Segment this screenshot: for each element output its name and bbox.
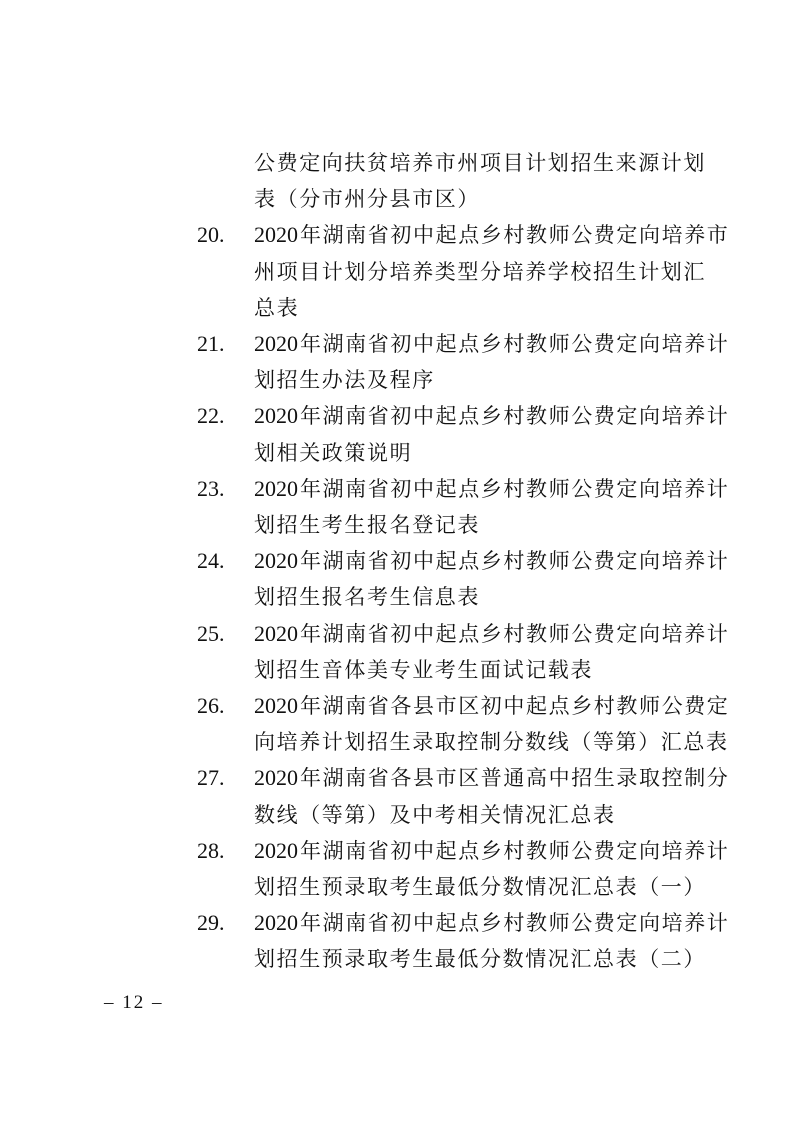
list-item-line xyxy=(254,616,730,652)
list-item-line xyxy=(254,471,730,507)
list-item-line: 表（分市州分县市区） xyxy=(254,187,480,212)
list-item-text: 年湖南省各县市区初中起点乡村教师公费定 xyxy=(300,694,730,719)
list-item-text: 年湖南省初中起点乡村教师公费定向培养市 xyxy=(300,223,730,248)
list-item-line: 总表 xyxy=(254,295,300,320)
list-item-line: 公费定向扶贫培养市州项目计划招生来源计划 xyxy=(254,151,706,175)
page-number: – 12 – xyxy=(104,992,164,1013)
list-item-text: 年湖南省初中起点乡村教师公费定向培养计 xyxy=(300,838,730,863)
list-item-number: 22. xyxy=(197,403,225,429)
list-item-line: 向培养计划招生录取控制分数线（等第）汇总表 xyxy=(254,730,729,755)
list-item-text: 年湖南省初中起点乡村教师公费定向培养计 xyxy=(300,549,730,574)
list-item-number: 23. xyxy=(197,475,225,501)
list-item-year: 2020 xyxy=(254,548,298,574)
list-item-line xyxy=(254,217,730,253)
list-item-line: 划招生办法及程序 xyxy=(254,368,435,393)
list-item-text: 年湖南省各县市区普通高中招生录取控制分 xyxy=(300,766,730,791)
list-item-line: 划招生音体美专业考生面试记载表 xyxy=(254,657,593,682)
list-item-text: 年湖南省初中起点乡村教师公费定向培养计 xyxy=(300,911,730,936)
document-list xyxy=(197,145,730,978)
list-item-number: 21. xyxy=(197,331,225,357)
list-item-21 xyxy=(197,326,730,398)
list-item-line: 划招生考生报名登记表 xyxy=(254,513,480,538)
list-item-22 xyxy=(197,398,730,470)
list-item-year: 2020 xyxy=(254,765,298,791)
list-item-year: 2020 xyxy=(254,693,298,719)
list-item-line xyxy=(254,326,730,362)
list-item-line xyxy=(254,688,730,724)
list-item-28 xyxy=(197,833,730,905)
list-item-29 xyxy=(197,905,730,977)
list-item-27 xyxy=(197,760,730,832)
list-item-text: 年湖南省初中起点乡村教师公费定向培养计 xyxy=(300,476,730,501)
list-item-year: 2020 xyxy=(254,475,298,501)
list-item-text: 年湖南省初中起点乡村教师公费定向培养计 xyxy=(300,404,730,429)
list-item-number: 29. xyxy=(197,910,225,936)
list-item-continuation xyxy=(197,145,717,217)
list-item-line xyxy=(254,398,730,434)
list-item-year: 2020 xyxy=(254,910,298,936)
list-item-number: 25. xyxy=(197,620,225,646)
list-item-24 xyxy=(197,543,730,615)
list-item-25 xyxy=(197,616,730,688)
list-item-line: 划相关政策说明 xyxy=(254,440,413,465)
list-item-26 xyxy=(197,688,730,760)
list-item-year: 2020 xyxy=(254,403,298,429)
list-item-number: 27. xyxy=(197,765,225,791)
list-item-text: 年湖南省初中起点乡村教师公费定向培养计 xyxy=(300,332,730,357)
list-item-year: 2020 xyxy=(254,222,298,248)
list-item-number: 26. xyxy=(197,693,225,719)
list-item-line xyxy=(254,760,730,796)
list-item-year: 2020 xyxy=(254,620,298,646)
list-item-number: 20. xyxy=(197,222,225,248)
list-item-number: 28. xyxy=(197,837,225,863)
list-item-year: 2020 xyxy=(254,331,298,357)
list-item-line: 州项目计划分培养类型分培养学校招生计划汇 xyxy=(254,259,706,284)
list-item-line xyxy=(254,833,730,869)
list-item-20 xyxy=(197,217,730,326)
list-item-line: 数线（等第）及中考相关情况汇总表 xyxy=(254,802,616,827)
list-item-line xyxy=(254,543,730,579)
list-item-line: 划招生预录取考生最低分数情况汇总表（一） xyxy=(254,875,706,900)
list-item-line: 划招生报名考生信息表 xyxy=(254,585,480,610)
list-item-year: 2020 xyxy=(254,837,298,863)
list-item-text: 年湖南省初中起点乡村教师公费定向培养计 xyxy=(300,621,730,646)
list-item-line: 划招生预录取考生最低分数情况汇总表（二） xyxy=(254,947,706,972)
list-item-number: 24. xyxy=(197,548,225,574)
list-item-line xyxy=(254,905,730,941)
list-item-23 xyxy=(197,471,730,543)
